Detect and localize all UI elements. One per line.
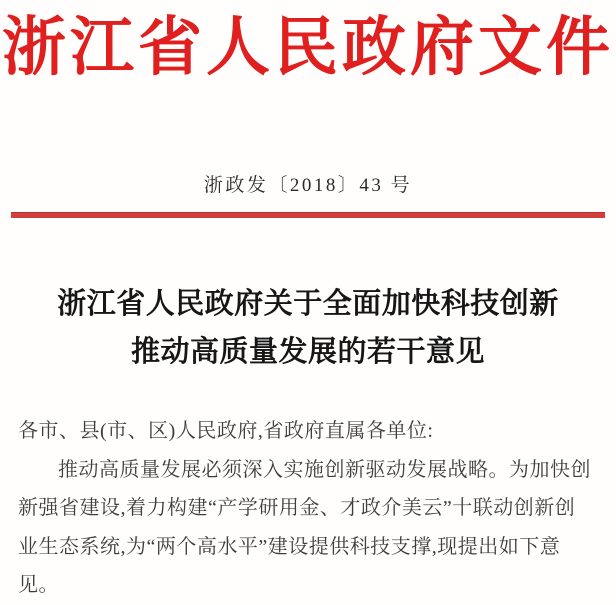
document-body [18,412,602,605]
red-divider-line [11,212,605,218]
masthead-title: 浙江省人民政府文件 [2,12,614,83]
salutation-line: 各市、县(市、区)人民政府,省政府直属各单位: [18,420,434,442]
body-line-4: 见。 [18,574,59,596]
body-line-1: 推动高质量发展必须深入实施创新驱动发展战略。为加快创 [58,458,591,481]
document-title [0,280,616,376]
title-line-1: 浙江省人民政府关于全面加快科技创新 [57,288,559,320]
document-number: 浙政发〔2018〕43 号 [203,175,413,196]
body-line-3: 业生态系统,为“两个高水平”建设提供科技支撑,现提出如下意 [18,535,561,558]
body-line-2: 新强省建设,着力构建“产学研用金、才政介美云”十联动创新创 [18,497,576,519]
title-line-2: 推动高质量发展的若干意见 [130,336,485,368]
